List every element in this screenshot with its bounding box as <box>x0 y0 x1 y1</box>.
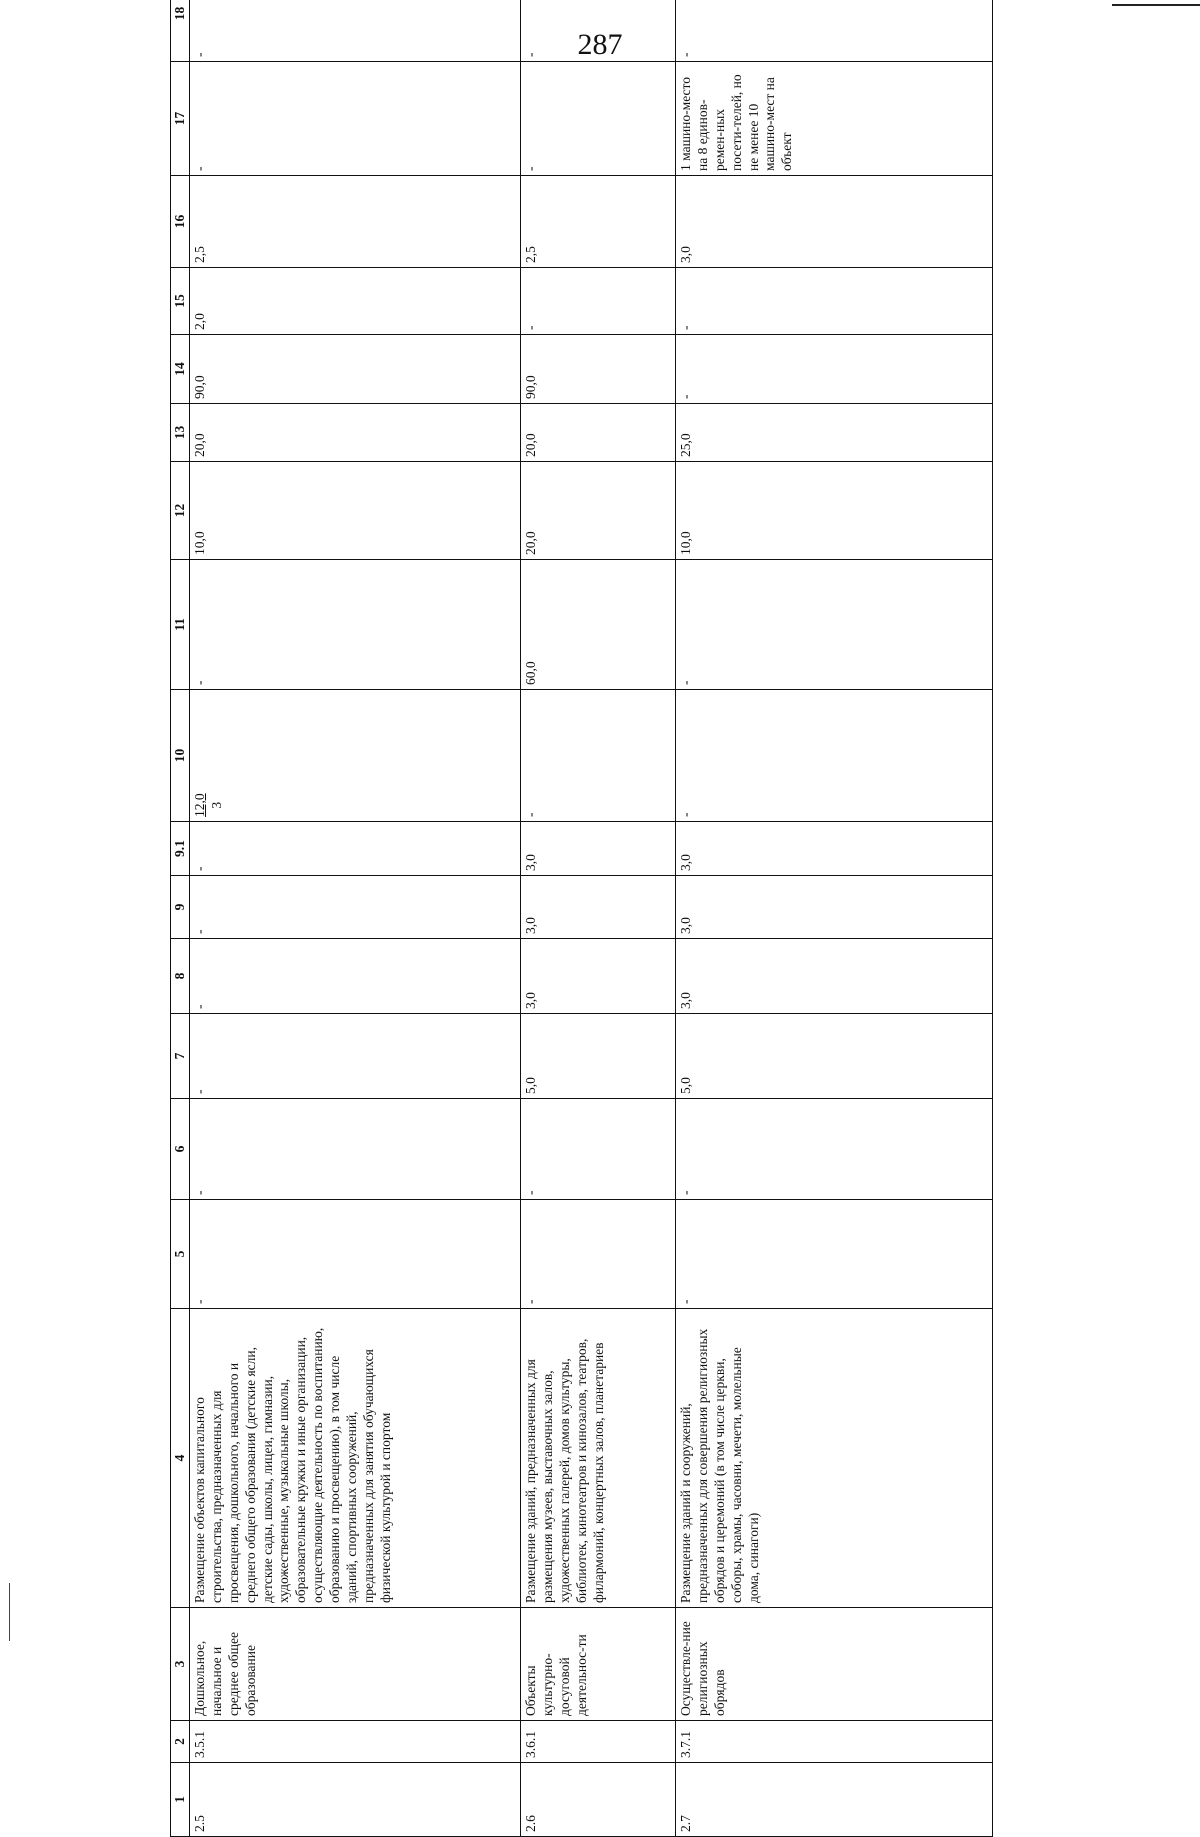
cell-value: - <box>190 0 521 62</box>
cell-value: 90,0 <box>190 335 521 404</box>
cell-code: 3.7.1 <box>676 1721 993 1763</box>
cell-value: - <box>190 560 521 690</box>
cell-use-description: Размещение зданий и сооружений, предназначенных для совершения религиозных обрядов и церемоний (в том числе церкви, соборы, храмы, часовни, мечети, молельные дома, синагоги) <box>676 1309 993 1608</box>
zoning-table <box>170 0 993 1837</box>
cell-value: - <box>676 560 993 690</box>
col-header: 17 <box>171 62 190 176</box>
col-header: 3 <box>171 1608 190 1721</box>
cell-number: 2.5 <box>190 1763 521 1837</box>
header-row <box>171 0 190 1837</box>
cell-value: - <box>676 690 993 822</box>
col-header: 8 <box>171 939 190 1014</box>
cell-value: - <box>521 1200 676 1309</box>
cell-code: 3.5.1 <box>190 1721 521 1763</box>
cell-value: - <box>190 1099 521 1200</box>
cell-use-description: Размещение объектов капитального строительства, предназначенных для просвещения, дошкольного, начального и среднего общего образования (детские ясли, детские сады, школы, лицеи, гимназии, художественные, музыкальные школы, образовательные кружки и иные организации, осуществляющие деятельность по воспитанию, образованию и просвещению), в том числе зданий, спортивных сооружений, предназначенных для занятия обучающихся физической культурой и спортом <box>190 1309 521 1608</box>
cell-value: 5,0 <box>521 1014 676 1099</box>
cell-value: - <box>521 268 676 335</box>
cell-number: 2.6 <box>521 1763 676 1837</box>
cell-value: - <box>676 1200 993 1309</box>
col-header: 15 <box>171 268 190 335</box>
cell-value: 60,0 <box>521 560 676 690</box>
cell-value: 90,0 <box>521 335 676 404</box>
cell-value: 20,0 <box>521 462 676 560</box>
fraction <box>192 793 226 817</box>
cell-value: - <box>190 1014 521 1099</box>
col-header: 2 <box>171 1721 190 1763</box>
cell-value: 3,0 <box>521 822 676 876</box>
col-header: 16 <box>171 176 190 268</box>
col-header: 10 <box>171 690 190 822</box>
col-header: 14 <box>171 335 190 404</box>
col-header: 1 <box>171 1763 190 1837</box>
cell-value: 1 машино-место на 8 единов-ремен-ных посети-телей, но не менее 10 машино-мест на объект <box>676 62 993 176</box>
cell-use-name: Объекты культурно-досуговой деятельнос-ти <box>521 1608 676 1721</box>
page-number: 287 <box>577 28 623 61</box>
cell-value: 2,5 <box>190 176 521 268</box>
fraction-denominator: 3 <box>208 801 224 809</box>
cell-value: 3,0 <box>521 939 676 1014</box>
col-header: 18 <box>171 0 190 62</box>
col-header: 9 <box>171 876 190 939</box>
margin-mark <box>9 1583 10 1641</box>
col-header: 13 <box>171 404 190 462</box>
cell-value: 5,0 <box>676 1014 993 1099</box>
cell-value: 3,0 <box>676 176 993 268</box>
cell-value: - <box>521 0 676 62</box>
cell-value: 2,0 <box>190 268 521 335</box>
cell-value: 10,0 <box>676 462 993 560</box>
cell-value: 3,0 <box>676 939 993 1014</box>
col-header: 12 <box>171 462 190 560</box>
col-header: 11 <box>171 560 190 690</box>
cell-value: - <box>190 62 521 176</box>
cell-value: - <box>676 268 993 335</box>
cell-value: - <box>190 1200 521 1309</box>
table-row <box>521 0 676 1837</box>
cell-use-description: Размещение зданий, предназначенных для размещения музеев, выставочных залов, художественных галерей, домов культуры, библиотек, кинотеатров и кинозалов, театров, филармоний, концертных залов, планетариев <box>521 1309 676 1608</box>
col-header: 5 <box>171 1200 190 1309</box>
cell-code: 3.6.1 <box>521 1721 676 1763</box>
table-row <box>190 0 521 1837</box>
col-header: 9.1 <box>171 822 190 876</box>
cell-value: - <box>521 1099 676 1200</box>
fraction-numerator: 12,0 <box>192 793 207 817</box>
cell-value: - <box>521 62 676 176</box>
cell-value: 20,0 <box>521 404 676 462</box>
cell-value: 2,5 <box>521 176 676 268</box>
cell-value: - <box>190 876 521 939</box>
cell-value: 10,0 <box>190 462 521 560</box>
cell-value: 3,0 <box>676 876 993 939</box>
cell-value: 3,0 <box>676 822 993 876</box>
cell-value: - <box>676 1099 993 1200</box>
col-header: 7 <box>171 1014 190 1099</box>
cell-use-name: Дошкольное, начальное и среднее общее образование <box>190 1608 521 1721</box>
cell-value: 3,0 <box>521 876 676 939</box>
table-row <box>676 0 993 1837</box>
cell-value: 25,0 <box>676 404 993 462</box>
cell-value: - <box>521 690 676 822</box>
cell-value: - <box>676 335 993 404</box>
col-header: 6 <box>171 1099 190 1200</box>
cell-value-fraction <box>190 690 521 822</box>
cell-value: - <box>190 822 521 876</box>
cell-value: - <box>190 939 521 1014</box>
cell-value: - <box>676 0 993 62</box>
cell-use-name: Осуществле-ние религиозных обрядов <box>676 1608 993 1721</box>
corner-rule <box>1112 4 1200 6</box>
col-header: 4 <box>171 1309 190 1608</box>
cell-number: 2.7 <box>676 1763 993 1837</box>
cell-value: 20,0 <box>190 404 521 462</box>
